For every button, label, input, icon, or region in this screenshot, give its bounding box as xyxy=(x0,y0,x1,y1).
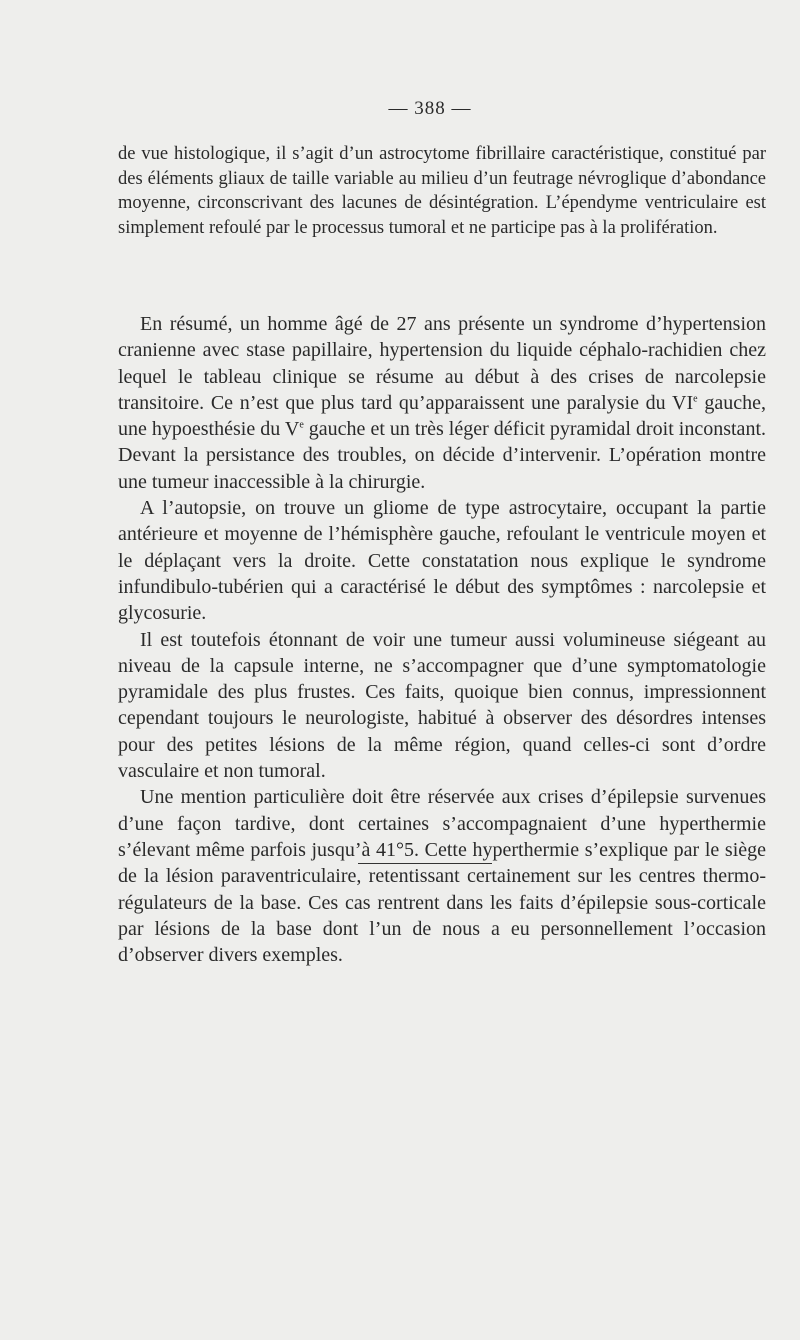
paragraph-2 xyxy=(118,311,766,495)
section-end-rule xyxy=(358,863,492,864)
page-number: — 388 — xyxy=(388,98,472,119)
paragraph-2-part-2: gauche, une hypoesthésie du V xyxy=(118,391,766,441)
summary-section xyxy=(118,311,766,968)
paragraph-3: A l’autopsie, on trouve un gliome de type astrocytaire, occupant la partie antérieure et moyenne de l’hémisphère gauche, refoulant le ventricule moyen et le déplaçant vers la droite. Cette constatation nous explique le syndrome infundibulo-tubérien qui a caractérisé le début des symptômes : narcolepsie et glycosurie. xyxy=(118,497,766,625)
paragraph-2-part-3: gauche et un très léger déficit pyramidal droit inconstant. Devant la persistance des troubles, on décide d’intervenir. L’opération montre une tumeur inaccessible à la chirurgie. xyxy=(118,418,766,493)
paragraph-continued xyxy=(118,142,766,240)
paragraph-5: Une mention particulière doit être réservée aux crises d’épilepsie survenues d’une façon tardive, dont certaines s’accompagnaient d’une hyperthermie s’élevant même parfois jusqu’à 41°5. Cette hyperthermie s’explique par le siège de la lésion paraventriculaire, retentissant certainement sur les centres thermo-régulateurs de la base. Ces cas rentrent dans les faits d’épilepsie sous-corticale par lésions de la base dont l’un de nous a eu personnellement l’occasion d’observer divers exemples. xyxy=(118,786,766,967)
superscript-e: e xyxy=(693,393,698,405)
superscript-e: e xyxy=(299,419,304,431)
paragraph-4: Il est toutefois étonnant de voir une tumeur aussi volumineuse siégeant au niveau de la capsule interne, ne s’accompagner que d’une symptomatologie pyramidale des plus frustes. Ces faits, quoique bien connus, impressionnent cependant toujours le neurologiste, habitué à observer des désordres intenses pour des petites lésions de la même région, quand celles-ci sont d’ordre vasculaire et non tumoral. xyxy=(118,628,766,783)
paragraph-1: de vue histologique, il s’agit d’un astrocytome fibrillaire caractéristique, constitué par des éléments gliaux de taille variable au milieu d’un feutrage névroglique d’abondance moyenne, circonscrivant des lacunes de désintégration. L’épendyme ventriculaire est simplement refoulé par le processus tumoral et ne participe pas à la prolifération. xyxy=(118,144,766,238)
paragraph-2-part-1: En résumé, un homme âgé de 27 ans présente un syndrome d’hypertension cranienne avec stase papillaire, hypertension du liquide céphalo-rachidien chez lequel le tableau clinique se résume au début à des crises de narcolepsie transitoire. Ce n’est que plus tard qu’apparaissent une paralysie du VI xyxy=(118,313,766,414)
